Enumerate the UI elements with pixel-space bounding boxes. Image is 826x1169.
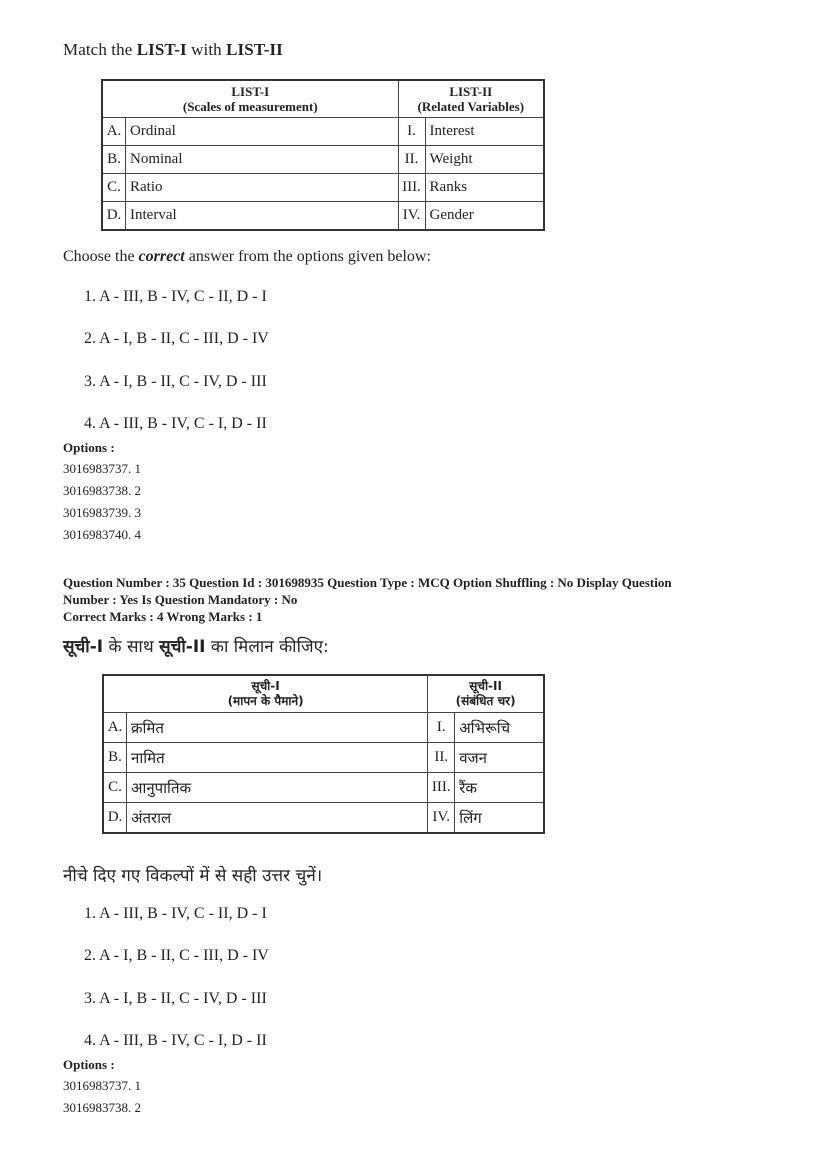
- choose-text: Choose the: [63, 248, 139, 265]
- row-label: D.: [102, 202, 126, 231]
- option-code: 3016983738. 2: [63, 483, 141, 498]
- list1-item: Interval: [126, 202, 399, 231]
- table-row: [102, 202, 544, 231]
- list1-item: नामित: [127, 743, 428, 773]
- question-prompt: [63, 40, 283, 60]
- table-row: [102, 174, 544, 202]
- answer-option: 4. A - III, B - IV, C - I, D - II: [84, 415, 267, 432]
- list2-title: सूची-II: [469, 679, 502, 693]
- choose-instruction-hindi: नीचे दिए गए विकल्पों में से सही उत्तर चुनें।: [63, 866, 323, 886]
- row-numeral: IV.: [398, 202, 425, 231]
- row-numeral: III.: [398, 174, 425, 202]
- prompt-list1: LIST-I: [136, 40, 187, 59]
- row-label: C.: [102, 174, 126, 202]
- list2-item: वजन: [455, 743, 544, 773]
- row-numeral: II.: [428, 743, 455, 773]
- list2-item: रैंक: [455, 773, 544, 803]
- prompt-text: का मिलान कीजिए:: [205, 637, 329, 657]
- meta-line: Question Number : 35 Question Id : 301698935 Question Type : MCQ Option Shuffling : No Display Question: [63, 575, 672, 590]
- choose-instruction: [63, 248, 431, 266]
- answer-option: 4. A - III, B - IV, C - I, D - II: [84, 1032, 267, 1049]
- option-code: 3016983740. 4: [63, 527, 141, 542]
- meta-line: Number : Yes Is Question Mandatory : No: [63, 592, 298, 607]
- choose-emphasis: correct: [138, 248, 185, 265]
- list1-item: Ordinal: [126, 118, 399, 146]
- answer-option: 1. A - III, B - IV, C - II, D - I: [84, 288, 267, 305]
- prompt-list1: सूची-I: [63, 637, 104, 657]
- options-label: Options :: [63, 440, 115, 455]
- prompt-text: Match the: [63, 40, 137, 59]
- table-row: [103, 773, 544, 803]
- question-meta: [63, 574, 773, 625]
- list1-item: Nominal: [126, 146, 399, 174]
- table-row: [103, 713, 544, 743]
- option-code: 3016983739. 3: [63, 505, 141, 520]
- list1-item: अंतराल: [127, 803, 428, 834]
- list2-item: Weight: [425, 146, 544, 174]
- row-label: D.: [103, 803, 127, 834]
- table-row: [103, 803, 544, 834]
- row-numeral: II.: [398, 146, 425, 174]
- list2-item: लिंग: [455, 803, 544, 834]
- list1-title: LIST-I: [231, 84, 270, 99]
- answer-option: 2. A - I, B - II, C - III, D - IV: [84, 330, 269, 347]
- list2-title: LIST-II: [449, 84, 493, 99]
- list2-subtitle: (संबंधित चर): [455, 694, 516, 708]
- match-table: [101, 79, 545, 231]
- list1-item: Ratio: [126, 174, 399, 202]
- table-row: [102, 118, 544, 146]
- list2-subtitle: (Related Variables): [417, 99, 525, 114]
- row-label: B.: [102, 146, 126, 174]
- row-numeral: I.: [428, 713, 455, 743]
- options-label: Options :: [63, 1057, 115, 1072]
- option-code: 3016983737. 1: [63, 1078, 141, 1093]
- prompt-text: with: [186, 40, 227, 59]
- list2-header: [428, 675, 544, 713]
- list2-header: [398, 80, 544, 118]
- row-numeral: IV.: [428, 803, 455, 834]
- row-numeral: III.: [428, 773, 455, 803]
- list2-item: Gender: [425, 202, 544, 231]
- answer-option: 3. A - I, B - II, C - IV, D - III: [84, 990, 267, 1007]
- option-code: 3016983738. 2: [63, 1100, 141, 1115]
- prompt-list2: सूची-II: [159, 637, 206, 657]
- prompt-list2: LIST-II: [226, 40, 283, 59]
- match-table-hindi: [102, 674, 545, 834]
- answer-option: 2. A - I, B - II, C - III, D - IV: [84, 947, 269, 964]
- question-prompt-hindi: [63, 634, 329, 657]
- list1-title: सूची-I: [251, 679, 280, 693]
- table-row: [102, 146, 544, 174]
- row-label: A.: [103, 713, 127, 743]
- option-code: 3016983737. 1: [63, 461, 141, 476]
- list2-item: Ranks: [425, 174, 544, 202]
- list1-subtitle: (Scales of measurement): [182, 99, 318, 114]
- list2-item: अभिरूचि: [455, 713, 544, 743]
- row-numeral: I.: [398, 118, 425, 146]
- table-header-row: [103, 675, 544, 713]
- list2-item: Interest: [425, 118, 544, 146]
- row-label: C.: [103, 773, 127, 803]
- list1-item: आनुपातिक: [127, 773, 428, 803]
- list1-header: [102, 80, 398, 118]
- row-label: B.: [103, 743, 127, 773]
- meta-line: Correct Marks : 4 Wrong Marks : 1: [63, 609, 263, 624]
- table-header-row: [102, 80, 544, 118]
- list1-item: क्रमित: [127, 713, 428, 743]
- list1-header: [103, 675, 428, 713]
- answer-option: 1. A - III, B - IV, C - II, D - I: [84, 905, 267, 922]
- list1-subtitle: (मापन के पैमाने): [227, 694, 304, 708]
- table-row: [103, 743, 544, 773]
- answer-option: 3. A - I, B - II, C - IV, D - III: [84, 373, 267, 390]
- choose-text: answer from the options given below:: [184, 248, 431, 265]
- row-label: A.: [102, 118, 126, 146]
- prompt-text: के साथ: [103, 637, 160, 657]
